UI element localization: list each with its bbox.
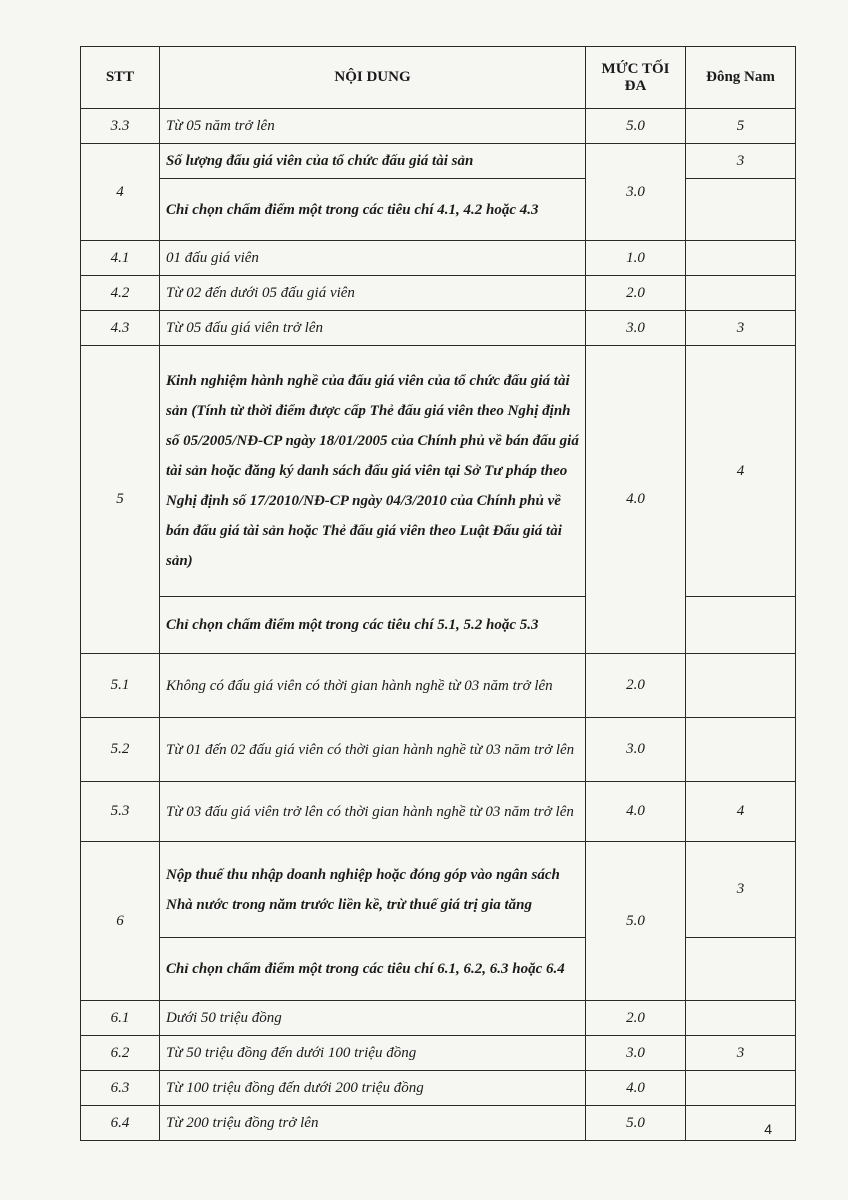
row-max: 5.0 — [586, 842, 686, 1001]
row-stt: 5.1 — [81, 654, 160, 718]
row-stt: 6.2 — [81, 1036, 160, 1071]
row-content: Từ 05 đấu giá viên trở lên — [160, 311, 586, 346]
row-score: 4 — [686, 782, 796, 842]
row-stt: 4.3 — [81, 311, 160, 346]
row-max: 4.0 — [586, 1071, 686, 1106]
row-content: Không có đấu giá viên có thời gian hành nghề từ 03 năm trở lên — [160, 654, 586, 718]
row-stt: 6.4 — [81, 1106, 160, 1141]
row-max: 4.0 — [586, 346, 686, 654]
row-score: 3 — [686, 842, 796, 938]
row-max: 3.0 — [586, 144, 686, 241]
row-max: 1.0 — [586, 241, 686, 276]
row-max: 5.0 — [586, 109, 686, 144]
table-row — [81, 241, 796, 276]
row-score — [686, 276, 796, 311]
row-score: 3 — [686, 311, 796, 346]
header-stt: STT — [81, 47, 160, 109]
row-stt: 4.2 — [81, 276, 160, 311]
row-stt: 4.1 — [81, 241, 160, 276]
table-row — [81, 346, 796, 597]
row-score: 3 — [686, 144, 796, 179]
row-max: 4.0 — [586, 782, 686, 842]
table-row — [81, 654, 796, 718]
row-stt: 4 — [81, 144, 160, 241]
row-max: 2.0 — [586, 276, 686, 311]
header-noi-dung: NỘI DUNG — [160, 47, 586, 109]
row-stt: 5 — [81, 346, 160, 654]
row-stt: 6.1 — [81, 1001, 160, 1036]
row-note: Chỉ chọn chấm điểm một trong các tiêu chí 6.1, 6.2, 6.3 hoặc 6.4 — [160, 938, 586, 1001]
row-score: 5 — [686, 109, 796, 144]
row-score: 4 — [686, 346, 796, 597]
row-score — [686, 938, 796, 1001]
table-row — [81, 144, 796, 179]
row-stt: 5.3 — [81, 782, 160, 842]
row-note: Chỉ chọn chấm điểm một trong các tiêu chí 4.1, 4.2 hoặc 4.3 — [160, 179, 586, 241]
row-max: 2.0 — [586, 1001, 686, 1036]
row-score — [686, 1001, 796, 1036]
row-score: 3 — [686, 1036, 796, 1071]
row-content: Từ 200 triệu đồng trở lên — [160, 1106, 586, 1141]
row-content: Từ 05 năm trở lên — [160, 109, 586, 144]
row-stt: 6.3 — [81, 1071, 160, 1106]
table-row — [81, 782, 796, 842]
table-row — [81, 718, 796, 782]
row-content: Từ 02 đến dưới 05 đấu giá viên — [160, 276, 586, 311]
row-max: 2.0 — [586, 654, 686, 718]
header-muc-toi-da: MỨC TỐI ĐA — [586, 47, 686, 109]
table-row — [81, 276, 796, 311]
row-stt: 3.3 — [81, 109, 160, 144]
table-row — [81, 597, 796, 654]
table-row — [81, 179, 796, 241]
table-row — [81, 311, 796, 346]
row-content: 01 đấu giá viên — [160, 241, 586, 276]
row-score — [686, 1106, 796, 1141]
table-row — [81, 842, 796, 938]
table-row — [81, 109, 796, 144]
table-row — [81, 938, 796, 1001]
row-score — [686, 179, 796, 241]
row-score — [686, 597, 796, 654]
row-max: 5.0 — [586, 1106, 686, 1141]
row-content: Nộp thuế thu nhập doanh nghiệp hoặc đóng góp vào ngân sách Nhà nước trong năm trước liền kề, trừ thuế giá trị gia tăng — [160, 842, 586, 938]
table-row — [81, 1001, 796, 1036]
table-row — [81, 1106, 796, 1141]
row-max: 3.0 — [586, 1036, 686, 1071]
table-row — [81, 1036, 796, 1071]
row-content: Số lượng đấu giá viên của tổ chức đấu giá tài sản — [160, 144, 586, 179]
row-stt: 6 — [81, 842, 160, 1001]
page-number: 4 — [764, 1121, 772, 1137]
row-content: Từ 50 triệu đồng đến dưới 100 triệu đồng — [160, 1036, 586, 1071]
row-score — [686, 1071, 796, 1106]
row-content: Từ 01 đến 02 đấu giá viên có thời gian hành nghề từ 03 năm trở lên — [160, 718, 586, 782]
header-dong-nam: Đông Nam — [686, 47, 796, 109]
row-score — [686, 654, 796, 718]
row-stt: 5.2 — [81, 718, 160, 782]
table-header-row — [81, 47, 796, 109]
row-max: 3.0 — [586, 311, 686, 346]
row-score — [686, 718, 796, 782]
row-note: Chỉ chọn chấm điểm một trong các tiêu chí 5.1, 5.2 hoặc 5.3 — [160, 597, 586, 654]
row-max: 3.0 — [586, 718, 686, 782]
table-row — [81, 1071, 796, 1106]
row-content: Từ 100 triệu đồng đến dưới 200 triệu đồng — [160, 1071, 586, 1106]
row-score — [686, 241, 796, 276]
row-content: Từ 03 đấu giá viên trở lên có thời gian hành nghề từ 03 năm trở lên — [160, 782, 586, 842]
row-content: Kinh nghiệm hành nghề của đấu giá viên của tổ chức đấu giá tài sản (Tính từ thời điểm được cấp Thẻ đấu giá viên theo Nghị định số 05/2005/NĐ-CP ngày 18/01/2005 của Chính phủ về bán đấu giá tài sản hoặc đăng ký danh sách đấu giá viên tại Sở Tư pháp theo Nghị định số 17/2010/NĐ-CP ngày 04/3/2010 của Chính phủ về bán đấu giá tài sản hoặc Thẻ đấu giá viên theo Luật Đấu giá tài sản) — [160, 346, 586, 597]
scoring-table — [80, 46, 796, 1141]
row-content: Dưới 50 triệu đồng — [160, 1001, 586, 1036]
